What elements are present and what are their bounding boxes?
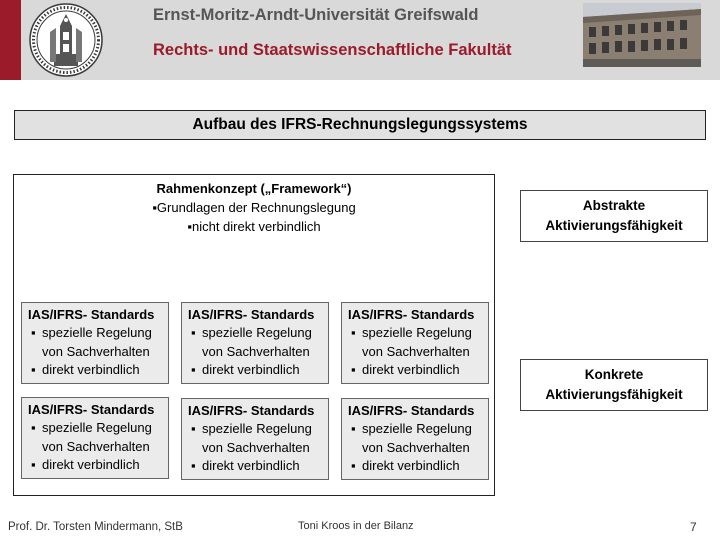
standards-box-3 — [341, 302, 489, 384]
slide-title: Aufbau des IFRS-Rechnungslegungssystems — [14, 110, 706, 140]
concrete-capitalization-box — [520, 359, 708, 411]
list-item: ▪ direkt verbindlich — [351, 458, 460, 473]
list-item: ▪ spezielle Regelung — [31, 325, 152, 340]
standards-box-6 — [341, 398, 489, 480]
standards-box-2 — [181, 302, 329, 384]
list-item: von Sachverhalten — [362, 343, 470, 359]
list-item: von Sachverhalten — [362, 439, 470, 455]
standards-heading: IAS/IFRS- Standards — [348, 403, 475, 418]
standards-box-5 — [181, 398, 329, 480]
list-item: ▪ direkt verbindlich — [351, 362, 460, 377]
slide-header — [0, 0, 720, 80]
abstract-capitalization-box — [520, 190, 708, 242]
list-item: von Sachverhalten — [42, 343, 150, 359]
standards-list — [182, 324, 328, 380]
abstract-label-line2: Aktivierungsfähigkeit — [545, 218, 683, 233]
footer-caption: Toni Kroos in der Bilanz — [298, 520, 414, 532]
faculty-name: Rechts- und Staatswissenschaftliche Fakultät — [153, 41, 512, 59]
standards-box-4 — [21, 397, 169, 479]
standards-list — [342, 324, 488, 380]
standards-heading: IAS/IFRS- Standards — [28, 402, 155, 417]
framework-title: Rahmenkonzept („Framework“) — [156, 181, 352, 196]
accent-strip — [0, 0, 21, 80]
standards-list — [342, 420, 488, 476]
list-item: ▪ direkt verbindlich — [31, 362, 140, 377]
footer-author: Prof. Dr. Torsten Mindermann, StB — [8, 521, 183, 533]
abstract-label-line1: Abstrakte — [582, 198, 646, 213]
standards-heading: IAS/IFRS- Standards — [28, 307, 155, 322]
framework-bullet-not-binding: ▪nicht direkt verbindlich — [187, 219, 321, 234]
standards-list — [22, 324, 168, 380]
list-item: ▪ spezielle Regelung — [191, 421, 312, 436]
list-item: ▪ spezielle Regelung — [351, 325, 472, 340]
framework-bullet-basics: ▪Grundlagen der Rechnungslegung — [152, 200, 356, 215]
list-item: von Sachverhalten — [42, 438, 150, 454]
standards-heading: IAS/IFRS- Standards — [348, 307, 475, 322]
list-item: ▪ spezielle Regelung — [191, 325, 312, 340]
standards-list — [182, 420, 328, 476]
list-item: von Sachverhalten — [202, 439, 310, 455]
standards-heading: IAS/IFRS- Standards — [188, 307, 315, 322]
standards-box-1 — [21, 302, 169, 384]
list-item: ▪ direkt verbindlich — [191, 362, 300, 377]
building-photo — [583, 3, 701, 67]
concrete-label-line2: Aktivierungsfähigkeit — [545, 387, 683, 402]
university-name: Ernst-Moritz-Arndt-Universität Greifswald — [153, 6, 479, 24]
list-item: von Sachverhalten — [202, 343, 310, 359]
page-number: 7 — [690, 520, 697, 534]
list-item: ▪ spezielle Regelung — [31, 420, 152, 435]
list-item: ▪ direkt verbindlich — [31, 457, 140, 472]
university-seal-logo — [28, 2, 104, 78]
standards-heading: IAS/IFRS- Standards — [188, 403, 315, 418]
concrete-label-line1: Konkrete — [584, 367, 644, 382]
standards-list — [22, 419, 168, 475]
list-item: ▪ spezielle Regelung — [351, 421, 472, 436]
list-item: ▪ direkt verbindlich — [191, 458, 300, 473]
